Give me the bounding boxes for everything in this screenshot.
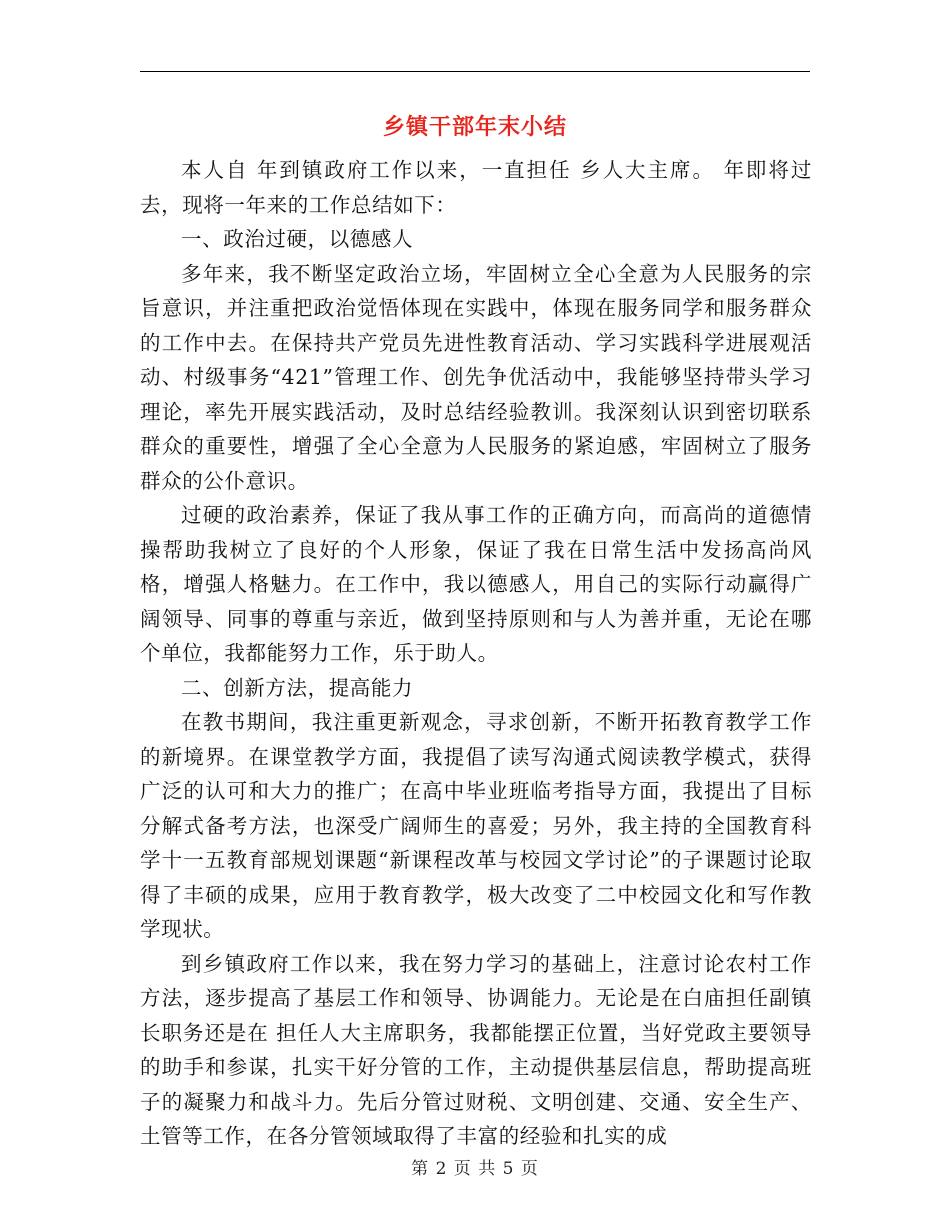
header-rule (140, 71, 810, 72)
document-body (140, 153, 812, 1154)
document-title: 乡镇干部年末小结 (382, 114, 567, 140)
body-paragraph: 过硬的政治素养，保证了我从事工作的正确方向，而高尚的道德情操帮助我树立了良好的个人形象，保证了我在日常生活中发扬高尚风格，增强人格魅力。在工作中，我以德感人，用自己的实际行动赢得广阔领导、同事的尊重与亲近，做到坚持原则和与人为善并重，无论在哪个单位，我都能努力工作，乐于助人。 (140, 503, 812, 665)
section-heading-2: 二、创新方法，提高能力 (181, 675, 414, 700)
section-heading-1: 一、政治过硬，以德感人 (181, 227, 414, 251)
body-paragraph: 在教书期间，我注重更新观念，寻求创新，不断开拓教育教学工作的新境界。在课堂教学方面，我提倡了读写沟通式阅读教学模式，获得广泛的认可和大力的推广；在高中毕业班临考指导方面，我提出了目标分解式备考方法，也深受广阔师生的喜爱；另外，我主持的全国教育科学十一五教育部规划课题“新课程改革与校园文学讨论”的子课题讨论取得了丰硕的成果，应用于教育教学，极大改变了二中校园文化和写作教学现状。 (140, 710, 812, 941)
body-paragraph: 到乡镇政府工作以来，我在努力学习的基础上，注意讨论农村工作方法，逐步提高了基层工作和领导、协调能力。无论是在白庙担任副镇长职务还是在 担任人大主席职务，我都能摆正位置，当好党政主要领导的助手和参谋，扎实干好分管的工作，主动提供基层信息，帮助提高班子的凝聚力和战斗力。先后分管过财税、文明创建、交通、安全生产、土管等工作，在各分管领域取得了丰富的经验和扎实的成 (140, 951, 812, 1148)
page-number-footer: 第 2 页 共 5 页 (411, 1159, 539, 1179)
intro-paragraph: 本人自 年到镇政府工作以来，一直担任 乡人大主席。 年即将过去，现将一年来的工作总结如下： (140, 158, 812, 217)
body-paragraph: 多年来，我不断坚定政治立场，牢固树立全心全意为人民服务的宗旨意识，并注重把政治觉悟体现在实践中，体现在服务同学和服务群众的工作中去。在保持共产党员先进性教育活动、学习实践科学进展观活动、村级事务“421”管理工作、创先争优活动中，我能够坚持带头学习理论，率先开展实践活动，及时总结经验教训。我深刻认识到密切联系群众的重要性，增强了全心全意为人民服务的紧迫感，牢固树立了服务群众的公仆意识。 (140, 261, 812, 493)
